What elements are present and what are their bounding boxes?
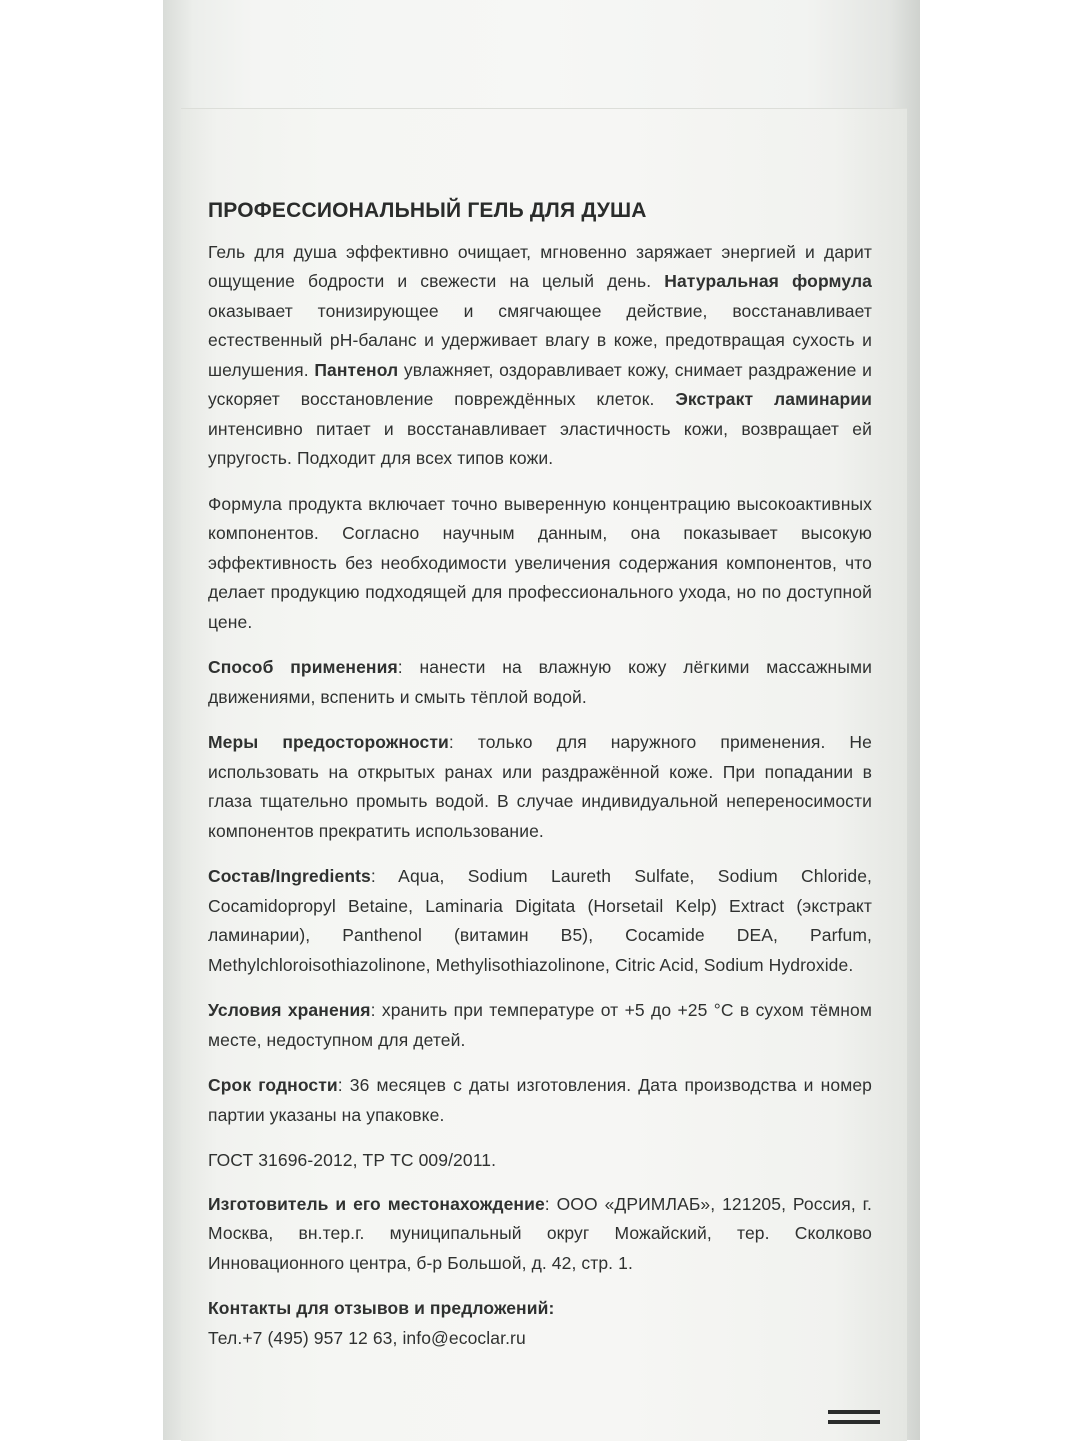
contacts-info: Тел.+7 (495) 957 12 63, info@ecoclar.ru: [208, 1327, 526, 1348]
shelf-life-section: Срок годности: 36 месяцев с даты изготовления. Дата производства и номер партии указаны на упаковке.: [208, 1075, 873, 1125]
gost-standard: ГОСТ 31696-2012, ТР ТС 009/2011.: [208, 1150, 497, 1170]
usage-section: Способ применения: нанести на влажную кожу лёгкими массажными движениями, вспенить и смыть тёплой водой.: [208, 657, 872, 707]
barcode-stripes: [828, 1410, 880, 1430]
storage-section: Условия хранения: хранить при температуре от +5 до +25 °С в сухом тёмном месте, недоступном для детей.: [208, 1000, 872, 1050]
formula-paragraph: Формула продукта включает точно выверенную концентрацию высокоактивных компонентов. Согласно научным данным, она показывает высокую эффективность без необходимости увеличения содержания компонентов, что делает продукцию подходящей для профессионального ухода, но по доступной цене.: [208, 493, 872, 632]
manufacturer-section: Изготовитель и его местонахождение: ООО «ДРИМЛАБ», 121205, Россия, г. Москва, вн.тер.г. муниципальный округ Можайский, тер. Сколково Инновационного центра, б-р Большой, д. 42, стр. 1.: [208, 1193, 872, 1273]
highlight-panthenol: Пантенол: [314, 359, 399, 380]
ingredients-section: Состав/Ingredients: Aqua, Sodium Laureth Sulfate, Sodium Chloride, Cocamidopropyl Betaine, Laminaria Digitata (Horsetail Kelp) Extract (экстракт ламинарии), Panthenol (витамин B5), Cocamide DEA, Parfum, Methylchloroisothiazolinone, Methylisothiazolinone, Citric Acid, Sodium Hydroxide.: [208, 866, 872, 975]
product-title: ПРОФЕССИОНАЛЬНЫЙ ГЕЛЬ ДЛЯ ДУША: [208, 199, 647, 222]
label-text: [208, 196, 872, 1353]
description-paragraph: Гель для душа эффективно очищает, мгновенно заряжает энергией и дарит ощущение бодрости и свежести на целый день. Натуральная формула оказывает тонизирующее и смягчающее действие, восстанавливает естественный pH-баланс и удерживает влагу в коже, предотвращая сухость и шелушения. Пантенол увлажняет, оздоравливает кожу, снимает раздражение и ускоряет восстановление повреждённых клеток. Экстракт ламинарии интенсивно питает и восстанавливает эластичность кожи, возвращает ей упругость. Подходит для всех типов кожи.: [208, 241, 873, 468]
highlight-kelp-extract: Экстракт ламинарии: [675, 389, 872, 409]
highlight-natural-formula: Натуральная формула: [664, 271, 872, 291]
precautions-section: Меры предосторожности: только для наружного применения. Не использовать на открытых ранах или раздражённой коже. При попадании в глаза тщательно промыть водой. В случае индивидуальной непереносимости компонентов прекратить использование.: [208, 732, 872, 841]
contacts-section: Контакты для отзывов и предложений: Тел.+7 (495) 957 12 63, info@ecoclar.ru: [208, 1294, 872, 1353]
